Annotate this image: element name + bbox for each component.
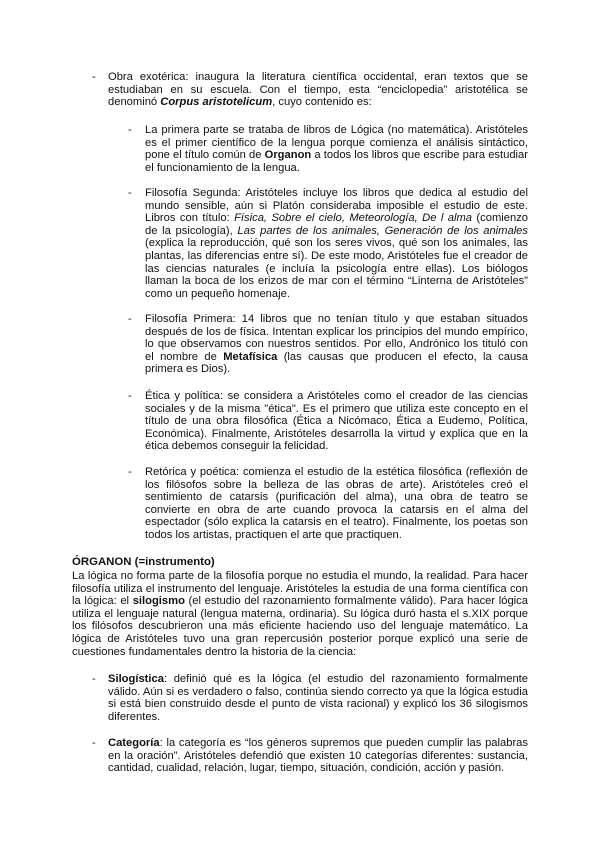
organon-item-categoria	[108, 737, 528, 775]
logica-paragraph	[145, 124, 528, 174]
etica-paragraph: Ética y política: se considera a Aristóteles como el creador de las ciencias sociales y de la misma "ética". Es el primero que utiliza este concepto en el título de una obra filosófica (Ética a Nicómaco, Ética a Eudemo, Política, Económica). Finalmente, Aristóteles desarrolla la virtud y explica que en la ética debemos conseguir la felicidad.	[145, 390, 528, 453]
bullet-dash: -	[92, 673, 96, 685]
organon-heading: ÓRGANON (=instrumento)	[72, 556, 215, 568]
categoria-term: Categoría	[108, 737, 160, 749]
intro-paragraph	[108, 71, 528, 109]
organon-text-end: (el estudio del razonamiento formalmente válido). Para hacer lógica utiliza el lenguaje natural (lengua materna, ordinaria). Su lógica duró hasta el s.XIX porque los filósofos descubrieron una más eficiente haciendo uso del lenguaje matemático. La lógica de Aristóteles tuvo una gran repercusión posterior porque explicó una serie de cuestiones fundamentales dentro la historia de la ciencia:	[72, 595, 528, 658]
silogistica-term: Silogística	[108, 673, 164, 685]
organon-term: Organon	[264, 149, 312, 162]
sub-item-etica	[145, 390, 528, 453]
silogismo-term: silogismo	[132, 595, 185, 608]
bullet-dash: -	[128, 187, 132, 199]
corpus-title: Corpus aristotelicum	[160, 96, 273, 109]
sub-item-metafisica	[145, 313, 528, 376]
fisica-titles: Física, Sobre el cielo, Meteorología, De l alma	[234, 212, 472, 225]
fisica-paragraph	[145, 187, 528, 300]
metafisica-term: Metafísica	[223, 350, 278, 363]
organon-text: La lógica no forma parte de la filosofía porque no estudia el mundo, la realidad. Para hacer filosofía utiliza el instrumento del lenguaje. Aristóteles la estudia de una forma científica con la lógica: el	[72, 570, 528, 608]
metafisica-text: Filosofía Primera: 14 libros que no tenían título y que estaban situados después de los de física. Intentan explicar los principios del mundo empírico, lo que observamos con nuestros sentidos. Por ello, Andrónico los tituló con el nombre de	[145, 313, 528, 363]
sub-item-logica	[145, 124, 528, 174]
silogistica-paragraph	[108, 673, 528, 723]
intro-text-end: , cuyo contenido es:	[272, 96, 372, 109]
bullet-dash: -	[128, 390, 132, 402]
fisica-text-mid: (comienzo de la psicología),	[145, 212, 529, 237]
intro-text: Obra exotérica: inaugura la literatura científica occidental, eran textos que se estudiaban en su escuela. Con el tiempo, esta “enciclopedia” aristotélica se denominó	[108, 71, 528, 109]
metafisica-text-end: (las causas que producen el efecto, la causa primera es Dios).	[145, 350, 528, 376]
bullet-dash: -	[128, 313, 132, 325]
retorica-paragraph: Retórica y poética: comienza el estudio de la estética filosófica (reflexión de los filósofos sobre la belleza de las obras de arte). Aristóteles creó el sentimiento de catarsis (purificación del alma), una obra de teatro se convierte en obra de arte cuando provoca la catarsis en el alma del espectador (sólo explica la catarsis en el teatro). Finalmente, los poetas son todos los artistas, practiquen el arte que practiquen.	[145, 466, 528, 541]
sub-item-retorica	[145, 466, 528, 542]
metafisica-paragraph	[145, 313, 528, 376]
logica-text-end: a todos los libros que escribe para estudiar el funcionamiento de la lengua.	[145, 149, 528, 174]
bullet-dash: -	[128, 466, 132, 478]
silogistica-text: : definió qué es la lógica (el estudio del razonamiento formalmente válido. Aún si es verdadero o falso, continúa siendo correcto ya que la lógica estudia si está bien construido desde el punto de vista racional) y explicó los 36 silogismos diferentes.	[108, 673, 528, 723]
logica-text: La primera parte se trataba de libros de Lógica (no matemática). Aristóteles es el primer científico de la lengua porque comienza el análisis sintáctico, pone el título común de	[145, 124, 528, 162]
organon-item-silogistica	[108, 673, 528, 723]
categoria-paragraph	[108, 737, 528, 775]
bullet-dash: -	[92, 71, 96, 83]
intro-item	[108, 71, 528, 109]
fisica-text: Filosofía Segunda: Aristóteles incluye los libros que dedica al estudio del mundo sensible, aún si Platón consideraba imposible el estudio de este. Libros con título:	[145, 187, 528, 225]
organon-section	[72, 556, 528, 658]
categoria-text: : la categoría es “los géneros supremos que pueden cumplir las palabras en la oración”. Aristóteles defendió que existen 10 categorías diferentes: sustancia, cantidad, cualidad, relación, lugar, tiempo, situación, condición, acción y pasión.	[108, 737, 528, 775]
bullet-dash: -	[128, 124, 132, 136]
fisica-text-end: (explica la reproducción, qué son los seres vivos, qué son los animales, las plantas, las diferencias entre sí). De este modo, Aristóteles fue el creador de las ciencias naturales (e incluía la psicología entre ellas). Los biólogos llaman la boca de los erizos de mar con el término “Linterna de Aristóteles” como un pequeño homenaje.	[145, 237, 528, 300]
organon-paragraph	[72, 570, 528, 658]
sub-item-fisica	[145, 187, 528, 300]
bullet-dash: -	[92, 737, 96, 749]
animal-titles: Las partes de los animales, Generación de los animales	[237, 224, 529, 237]
